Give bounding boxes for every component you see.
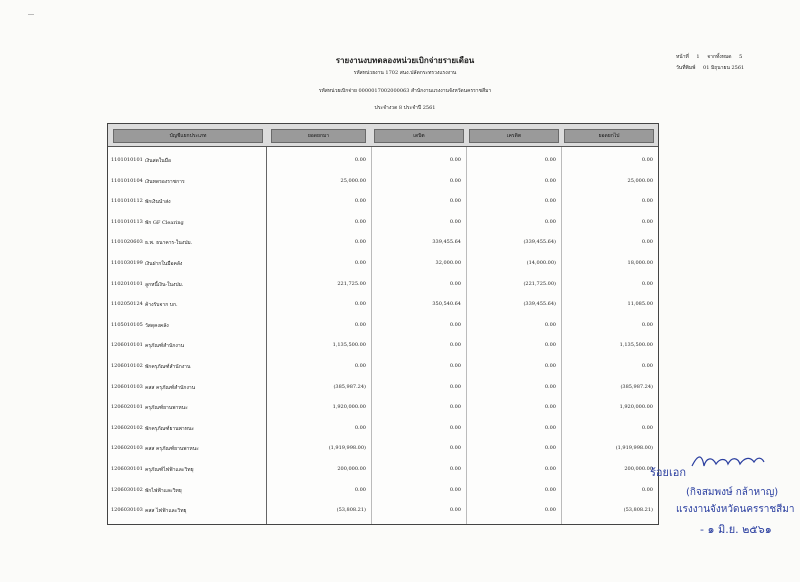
scan-mark bbox=[28, 14, 34, 19]
page-label: หน้าที่ bbox=[676, 54, 689, 60]
signature-rank: ร้อยเอก bbox=[650, 466, 686, 479]
amount-bf: 0.00 bbox=[354, 321, 366, 328]
account-name: พัก GF Clearing bbox=[145, 219, 184, 226]
account-name: พักครุภัณฑ์ยานพาหนะ bbox=[145, 425, 195, 432]
account-code: 1102010101 bbox=[111, 280, 143, 287]
account-name: ค้างรับจาก บก. bbox=[145, 302, 178, 309]
amount-cr: 0.00 bbox=[544, 321, 556, 328]
amount-cr: 0.00 bbox=[544, 507, 556, 514]
account-name: ลูกหนี้เงิน-ในงปม. bbox=[145, 281, 184, 288]
print-value: 01 มิถุนายน 2561 bbox=[703, 65, 745, 71]
page-info bbox=[676, 53, 748, 61]
account-name: พักไฟฟ้าและวิทยุ bbox=[145, 487, 182, 494]
print-date-info bbox=[676, 64, 750, 72]
table-row bbox=[108, 150, 658, 171]
amount-dr: 0.00 bbox=[449, 177, 461, 184]
total-label: จากทั้งหมด bbox=[707, 54, 732, 60]
amount-bf: 200,000.00 bbox=[337, 466, 366, 472]
amount-bf: 0.00 bbox=[354, 301, 366, 308]
table-header bbox=[108, 124, 658, 147]
account-name: ครุภัณฑ์ยานพาหนะ bbox=[145, 405, 188, 412]
table-row bbox=[108, 335, 658, 356]
amount-dr: 0.00 bbox=[449, 218, 461, 225]
table-row bbox=[108, 459, 658, 480]
amount-cf: 0.00 bbox=[641, 363, 653, 369]
table-row bbox=[108, 397, 658, 418]
amount-bf: 0.00 bbox=[354, 218, 366, 225]
amount-cr: (221,725.00) bbox=[523, 280, 556, 287]
amount-dr: 0.00 bbox=[449, 157, 461, 163]
amount-bf: 0.00 bbox=[354, 260, 366, 266]
amount-dr: 0.00 bbox=[449, 363, 461, 369]
amount-dr: 0.00 bbox=[449, 466, 461, 472]
amount-bf: 0.00 bbox=[354, 363, 366, 369]
account-code: 1105010105 bbox=[111, 321, 143, 328]
amount-cf: 0.00 bbox=[641, 280, 653, 287]
account-code: 1206010101 bbox=[111, 342, 143, 349]
account-name: คสส ครุภัณฑ์สำนักงาน bbox=[145, 384, 196, 391]
account-code: 1101010112 bbox=[111, 198, 143, 205]
amount-cr: 0.00 bbox=[544, 466, 556, 472]
table-row bbox=[108, 171, 658, 192]
account-code: 1206030102 bbox=[111, 486, 143, 493]
account-name: เงินสดในมือ bbox=[145, 158, 172, 164]
amount-cr: (339,455.64) bbox=[523, 301, 556, 308]
amount-dr: 0.00 bbox=[449, 404, 461, 411]
period-line: ประจำงวด 8 ประจำปี 2561 bbox=[374, 105, 436, 111]
header-brought-forward: ยอดยกมา bbox=[271, 129, 366, 143]
account-code: 1206030101 bbox=[111, 466, 143, 472]
amount-cf: (1,919,998.00) bbox=[615, 445, 653, 452]
amount-cf: (53,808.21) bbox=[623, 507, 653, 514]
amount-cr: 0.00 bbox=[544, 383, 556, 390]
account-name: พักครุภัณฑ์สำนักงาน bbox=[145, 364, 191, 370]
amount-dr: 339,455.64 bbox=[432, 239, 461, 246]
amount-dr: 0.00 bbox=[449, 424, 461, 431]
amount-cr: 0.00 bbox=[544, 445, 556, 452]
amount-cr: 0.00 bbox=[544, 404, 556, 411]
amount-cr: 0.00 bbox=[544, 424, 556, 431]
account-name: เงินทดรองราชการ bbox=[145, 178, 185, 185]
amount-cf: 0.00 bbox=[641, 486, 653, 493]
account-code: 1206010102 bbox=[111, 363, 143, 369]
amount-bf: 1,135,500.00 bbox=[332, 342, 366, 349]
signature-date: - ๑ มิ.ย. ๒๕๖๑ bbox=[700, 523, 772, 536]
amount-cf: 0.00 bbox=[641, 198, 653, 205]
account-name: คสส ไฟฟ้าและวิทยุ bbox=[145, 508, 187, 515]
account-name: ธ.พ. ธนาคาร-ในงปม. bbox=[145, 240, 193, 247]
signature-scribble bbox=[688, 452, 768, 472]
amount-bf: 0.00 bbox=[354, 486, 366, 493]
amount-cr: (339,455.64) bbox=[523, 239, 556, 246]
account-code: 1101010113 bbox=[111, 218, 143, 225]
table-row bbox=[108, 212, 658, 233]
agency-line: รหัสหน่วยงาน 1702 สนง.ปลัดกระทรวงแรงงาน bbox=[353, 70, 457, 76]
table-row bbox=[108, 294, 658, 315]
amount-cf: 25,000.00 bbox=[627, 177, 653, 184]
amount-cf: 0.00 bbox=[641, 424, 653, 431]
table-row bbox=[108, 480, 658, 501]
header-debit: เดบิต bbox=[374, 129, 464, 143]
amount-cf: 0.00 bbox=[641, 321, 653, 328]
account-name: พักเงินนำส่ง bbox=[145, 199, 171, 206]
account-name: ครุภัณฑ์สำนักงาน bbox=[145, 343, 185, 350]
account-code: 1206030103 bbox=[111, 507, 143, 514]
amount-cf: 11,085.00 bbox=[627, 301, 653, 308]
amount-cf: (385,987.24) bbox=[620, 383, 653, 390]
account-code: 1101030199 bbox=[111, 260, 143, 266]
table-row bbox=[108, 232, 658, 253]
page-value: 1 bbox=[696, 54, 700, 60]
account-name: วัสดุคงคลัง bbox=[145, 322, 169, 329]
amount-bf: (385,987.24) bbox=[333, 383, 366, 390]
amount-dr: 0.00 bbox=[449, 445, 461, 452]
account-name: คสส ครุภัณฑ์ยานพาหนะ bbox=[145, 446, 199, 453]
amount-cr: 0.00 bbox=[544, 198, 556, 205]
amount-dr: 0.00 bbox=[449, 321, 461, 328]
amount-bf: 0.00 bbox=[354, 198, 366, 205]
account-code: 1101010104 bbox=[111, 177, 143, 184]
amount-bf: 1,920,000.00 bbox=[332, 404, 366, 411]
amount-cf: 1,135,500.00 bbox=[619, 342, 653, 349]
amount-cr: 0.00 bbox=[544, 177, 556, 184]
header-account: บัญชีแยกประเภท bbox=[113, 129, 263, 143]
amount-cf: 200,000.00 bbox=[624, 466, 653, 472]
amount-cf: 18,000.00 bbox=[627, 260, 653, 266]
table-row bbox=[108, 274, 658, 295]
amount-dr: 350,540.64 bbox=[432, 301, 461, 308]
amount-bf: (1,919,998.00) bbox=[328, 445, 366, 452]
amount-bf: 0.00 bbox=[354, 157, 366, 163]
amount-dr: 0.00 bbox=[449, 507, 461, 514]
amount-bf: 221,725.00 bbox=[337, 280, 366, 287]
amount-cr: 0.00 bbox=[544, 157, 556, 163]
header-carried-forward: ยอดยกไป bbox=[564, 129, 654, 143]
account-code: 1101010101 bbox=[111, 157, 143, 163]
amount-bf: 0.00 bbox=[354, 424, 366, 431]
table-row bbox=[108, 377, 658, 398]
account-code: 1206010103 bbox=[111, 383, 143, 390]
table-row bbox=[108, 191, 658, 212]
table-row bbox=[108, 356, 658, 377]
table-row bbox=[108, 500, 658, 521]
account-code: 1206020101 bbox=[111, 404, 143, 411]
trial-balance-table bbox=[107, 123, 659, 525]
amount-dr: 0.00 bbox=[449, 486, 461, 493]
account-code: 1102050124 bbox=[111, 301, 143, 308]
amount-cf: 1,920,000.00 bbox=[619, 404, 653, 411]
account-code: 1206020103 bbox=[111, 445, 143, 452]
account-name: เงินฝากในมือคลัง bbox=[145, 261, 183, 267]
amount-cr: 0.00 bbox=[544, 218, 556, 225]
amount-bf: (53,808.21) bbox=[336, 507, 366, 514]
amount-dr: 0.00 bbox=[449, 280, 461, 287]
table-row bbox=[108, 315, 658, 336]
account-name: ครุภัณฑ์ไฟฟ้าและวิทยุ bbox=[145, 467, 194, 473]
header-credit: เครดิต bbox=[469, 129, 559, 143]
account-code: 1101020603 bbox=[111, 239, 143, 246]
total-value: 5 bbox=[739, 54, 743, 60]
amount-dr: 0.00 bbox=[449, 342, 461, 349]
table-row bbox=[108, 438, 658, 459]
print-label: วันที่พิมพ์ bbox=[676, 65, 696, 71]
amount-cr: 0.00 bbox=[544, 486, 556, 493]
amount-bf: 0.00 bbox=[354, 239, 366, 246]
amount-dr: 0.00 bbox=[449, 383, 461, 390]
amount-dr: 0.00 bbox=[449, 198, 461, 205]
amount-cf: 0.00 bbox=[641, 218, 653, 225]
signature-name: (กิจสมพงษ์ กล้าหาญ) bbox=[686, 487, 779, 498]
amount-cf: 0.00 bbox=[641, 157, 653, 163]
amount-dr: 32,000.00 bbox=[435, 260, 461, 266]
table-row bbox=[108, 253, 658, 274]
table-row bbox=[108, 418, 658, 439]
unit-line: รหัสหน่วยเบิกจ่าย 0000017002000063 สำนักงานแรงงานจังหวัดนครราชสีมา bbox=[318, 88, 492, 94]
account-code: 1206020102 bbox=[111, 424, 143, 431]
amount-cr: (14,000.00) bbox=[526, 260, 556, 266]
amount-cr: 0.00 bbox=[544, 363, 556, 369]
report-title: รายงานงบทดลองหน่วยเบิกจ่ายรายเดือน bbox=[335, 55, 475, 65]
amount-cr: 0.00 bbox=[544, 342, 556, 349]
amount-bf: 25,000.00 bbox=[340, 177, 366, 184]
signature-position: แรงงานจังหวัดนครราชสีมา bbox=[676, 504, 795, 515]
amount-cf: 0.00 bbox=[641, 239, 653, 246]
